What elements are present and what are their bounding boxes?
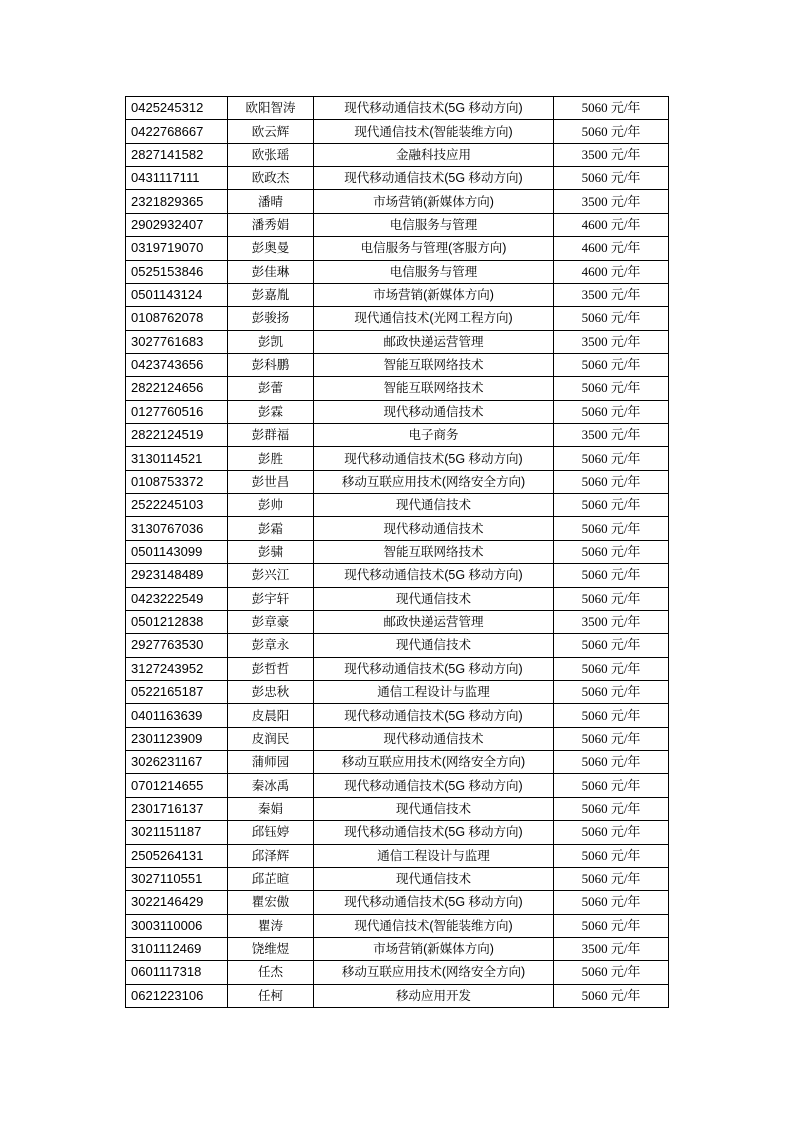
major-cell: 现代通信技术 xyxy=(314,867,554,890)
table-row xyxy=(126,984,669,1007)
student-id-cell: 3130767036 xyxy=(126,517,228,540)
table-row xyxy=(126,400,669,423)
major-cell: 现代移动通信技术(5G 移动方向) xyxy=(314,891,554,914)
table-row xyxy=(126,587,669,610)
student-name-cell: 彭骏扬 xyxy=(228,307,314,330)
student-name-cell: 彭帅 xyxy=(228,494,314,517)
student-id-cell: 3022146429 xyxy=(126,891,228,914)
student-name-cell: 彭兴江 xyxy=(228,564,314,587)
student-name-cell: 蒲师园 xyxy=(228,751,314,774)
student-name-cell: 皮润民 xyxy=(228,727,314,750)
tuition-cell: 3500 元/年 xyxy=(554,424,669,447)
table-row xyxy=(126,704,669,727)
table-row xyxy=(126,143,669,166)
table-row xyxy=(126,424,669,447)
student-id-cell: 0601117318 xyxy=(126,961,228,984)
tuition-cell: 5060 元/年 xyxy=(554,97,669,120)
tuition-cell: 4600 元/年 xyxy=(554,237,669,260)
table-row xyxy=(126,447,669,470)
student-id-cell: 3027761683 xyxy=(126,330,228,353)
student-name-cell: 彭佳琳 xyxy=(228,260,314,283)
student-id-cell: 2505264131 xyxy=(126,844,228,867)
student-id-cell: 0701214655 xyxy=(126,774,228,797)
student-name-cell: 潘秀娟 xyxy=(228,213,314,236)
tuition-cell: 5060 元/年 xyxy=(554,774,669,797)
tuition-cell: 3500 元/年 xyxy=(554,937,669,960)
student-id-cell: 0425245312 xyxy=(126,97,228,120)
major-cell: 现代移动通信技术(5G 移动方向) xyxy=(314,167,554,190)
major-cell: 现代通信技术 xyxy=(314,494,554,517)
table-row xyxy=(126,844,669,867)
tuition-cell: 5060 元/年 xyxy=(554,167,669,190)
tuition-cell: 5060 元/年 xyxy=(554,120,669,143)
tuition-cell: 3500 元/年 xyxy=(554,330,669,353)
student-name-cell: 彭宇轩 xyxy=(228,587,314,610)
student-id-cell: 0127760516 xyxy=(126,400,228,423)
tuition-cell: 3500 元/年 xyxy=(554,610,669,633)
major-cell: 现代移动通信技术(5G 移动方向) xyxy=(314,657,554,680)
student-name-cell: 瞿宏傲 xyxy=(228,891,314,914)
student-name-cell: 饶维煜 xyxy=(228,937,314,960)
table-row xyxy=(126,867,669,890)
table-row xyxy=(126,727,669,750)
major-cell: 现代移动通信技术(5G 移动方向) xyxy=(314,774,554,797)
tuition-cell: 5060 元/年 xyxy=(554,400,669,423)
major-cell: 市场营销(新媒体方向) xyxy=(314,190,554,213)
tuition-cell: 5060 元/年 xyxy=(554,447,669,470)
major-cell: 现代通信技术 xyxy=(314,587,554,610)
student-name-cell: 欧政杰 xyxy=(228,167,314,190)
student-name-cell: 邱钰婷 xyxy=(228,821,314,844)
table-row xyxy=(126,564,669,587)
table-row xyxy=(126,330,669,353)
student-id-cell: 2923148489 xyxy=(126,564,228,587)
student-id-cell: 2301716137 xyxy=(126,797,228,820)
major-cell: 现代移动通信技术(5G 移动方向) xyxy=(314,97,554,120)
tuition-cell: 5060 元/年 xyxy=(554,914,669,937)
tuition-cell: 5060 元/年 xyxy=(554,891,669,914)
table-row xyxy=(126,821,669,844)
tuition-cell: 5060 元/年 xyxy=(554,821,669,844)
table-row xyxy=(126,377,669,400)
major-cell: 移动互联应用技术(网络安全方向) xyxy=(314,751,554,774)
student-name-cell: 彭骕 xyxy=(228,540,314,563)
major-cell: 现代移动通信技术 xyxy=(314,400,554,423)
student-id-cell: 3026231167 xyxy=(126,751,228,774)
table-row xyxy=(126,657,669,680)
major-cell: 现代移动通信技术(5G 移动方向) xyxy=(314,704,554,727)
tuition-cell: 5060 元/年 xyxy=(554,564,669,587)
tuition-cell: 3500 元/年 xyxy=(554,143,669,166)
student-id-cell: 0319719070 xyxy=(126,237,228,260)
student-id-cell: 2822124519 xyxy=(126,424,228,447)
student-id-cell: 0501212838 xyxy=(126,610,228,633)
student-name-cell: 邱芷暄 xyxy=(228,867,314,890)
major-cell: 现代移动通信技术 xyxy=(314,517,554,540)
major-cell: 智能互联网络技术 xyxy=(314,377,554,400)
tuition-cell: 3500 元/年 xyxy=(554,190,669,213)
table-row xyxy=(126,680,669,703)
major-cell: 移动应用开发 xyxy=(314,984,554,1007)
tuition-cell: 5060 元/年 xyxy=(554,961,669,984)
major-cell: 移动互联应用技术(网络安全方向) xyxy=(314,470,554,493)
student-id-cell: 3003110006 xyxy=(126,914,228,937)
student-id-cell: 2822124656 xyxy=(126,377,228,400)
student-id-cell: 2321829365 xyxy=(126,190,228,213)
tuition-cell: 5060 元/年 xyxy=(554,540,669,563)
major-cell: 邮政快递运营管理 xyxy=(314,610,554,633)
tuition-cell: 5060 元/年 xyxy=(554,727,669,750)
table-row xyxy=(126,97,669,120)
student-name-cell: 皮晨阳 xyxy=(228,704,314,727)
student-name-cell: 欧阳智涛 xyxy=(228,97,314,120)
table-row xyxy=(126,494,669,517)
table-row xyxy=(126,470,669,493)
major-cell: 智能互联网络技术 xyxy=(314,540,554,563)
student-id-cell: 0422768667 xyxy=(126,120,228,143)
tuition-cell: 4600 元/年 xyxy=(554,213,669,236)
table-row xyxy=(126,307,669,330)
student-name-cell: 彭世昌 xyxy=(228,470,314,493)
tuition-cell: 5060 元/年 xyxy=(554,377,669,400)
student-id-cell: 0108753372 xyxy=(126,470,228,493)
table-row xyxy=(126,353,669,376)
student-name-cell: 彭哲哲 xyxy=(228,657,314,680)
tuition-cell: 5060 元/年 xyxy=(554,657,669,680)
student-name-cell: 欧张瑶 xyxy=(228,143,314,166)
student-id-cell: 3021151187 xyxy=(126,821,228,844)
student-name-cell: 彭奥曼 xyxy=(228,237,314,260)
tuition-cell: 5060 元/年 xyxy=(554,587,669,610)
tuition-cell: 5060 元/年 xyxy=(554,704,669,727)
student-id-cell: 2301123909 xyxy=(126,727,228,750)
table-row xyxy=(126,517,669,540)
table-row xyxy=(126,634,669,657)
table-row xyxy=(126,610,669,633)
student-name-cell: 彭群福 xyxy=(228,424,314,447)
tuition-cell: 5060 元/年 xyxy=(554,517,669,540)
student-id-cell: 3127243952 xyxy=(126,657,228,680)
student-id-cell: 2902932407 xyxy=(126,213,228,236)
student-id-cell: 2522245103 xyxy=(126,494,228,517)
student-id-cell: 0108762078 xyxy=(126,307,228,330)
major-cell: 现代移动通信技术(5G 移动方向) xyxy=(314,821,554,844)
student-id-cell: 2827141582 xyxy=(126,143,228,166)
major-cell: 电子商务 xyxy=(314,424,554,447)
table-row xyxy=(126,914,669,937)
student-name-cell: 彭胜 xyxy=(228,447,314,470)
table-row xyxy=(126,260,669,283)
student-name-cell: 彭嘉胤 xyxy=(228,283,314,306)
student-name-cell: 邱泽辉 xyxy=(228,844,314,867)
major-cell: 电信服务与管理 xyxy=(314,260,554,283)
tuition-cell: 5060 元/年 xyxy=(554,680,669,703)
table-row xyxy=(126,190,669,213)
tuition-cell: 5060 元/年 xyxy=(554,751,669,774)
student-id-cell: 0501143099 xyxy=(126,540,228,563)
major-cell: 现代移动通信技术 xyxy=(314,727,554,750)
student-name-cell: 潘晴 xyxy=(228,190,314,213)
major-cell: 现代通信技术 xyxy=(314,797,554,820)
tuition-cell: 5060 元/年 xyxy=(554,634,669,657)
student-id-cell: 0431117111 xyxy=(126,167,228,190)
student-id-cell: 3130114521 xyxy=(126,447,228,470)
major-cell: 现代通信技术 xyxy=(314,634,554,657)
student-id-cell: 0522165187 xyxy=(126,680,228,703)
table-row xyxy=(126,961,669,984)
student-name-cell: 彭科鹏 xyxy=(228,353,314,376)
table-row xyxy=(126,283,669,306)
table-row xyxy=(126,751,669,774)
major-cell: 邮政快递运营管理 xyxy=(314,330,554,353)
table-row xyxy=(126,891,669,914)
student-id-cell: 0423222549 xyxy=(126,587,228,610)
major-cell: 现代移动通信技术(5G 移动方向) xyxy=(314,564,554,587)
tuition-cell: 3500 元/年 xyxy=(554,283,669,306)
student-id-cell: 0525153846 xyxy=(126,260,228,283)
table-row xyxy=(126,797,669,820)
student-id-cell: 3027110551 xyxy=(126,867,228,890)
student-id-cell: 0501143124 xyxy=(126,283,228,306)
student-name-cell: 彭章永 xyxy=(228,634,314,657)
student-name-cell: 彭章豪 xyxy=(228,610,314,633)
student-name-cell: 任柯 xyxy=(228,984,314,1007)
table-row xyxy=(126,120,669,143)
student-id-cell: 3101112469 xyxy=(126,937,228,960)
table-row xyxy=(126,213,669,236)
tuition-cell: 5060 元/年 xyxy=(554,353,669,376)
tuition-cell: 5060 元/年 xyxy=(554,470,669,493)
student-id-cell: 0401163639 xyxy=(126,704,228,727)
tuition-cell: 5060 元/年 xyxy=(554,797,669,820)
major-cell: 市场营销(新媒体方向) xyxy=(314,283,554,306)
student-name-cell: 彭蕾 xyxy=(228,377,314,400)
student-name-cell: 任杰 xyxy=(228,961,314,984)
table-row xyxy=(126,167,669,190)
student-name-cell: 秦冰禹 xyxy=(228,774,314,797)
table-row xyxy=(126,937,669,960)
student-id-cell: 0621223106 xyxy=(126,984,228,1007)
major-cell: 通信工程设计与监理 xyxy=(314,680,554,703)
tuition-cell: 5060 元/年 xyxy=(554,494,669,517)
major-cell: 现代通信技术(智能装维方向) xyxy=(314,120,554,143)
tuition-cell: 4600 元/年 xyxy=(554,260,669,283)
student-name-cell: 瞿涛 xyxy=(228,914,314,937)
major-cell: 电信服务与管理(客服方向) xyxy=(314,237,554,260)
student-name-cell: 彭凯 xyxy=(228,330,314,353)
tuition-cell: 5060 元/年 xyxy=(554,844,669,867)
student-name-cell: 欧云辉 xyxy=(228,120,314,143)
major-cell: 现代通信技术(光网工程方向) xyxy=(314,307,554,330)
major-cell: 现代移动通信技术(5G 移动方向) xyxy=(314,447,554,470)
student-name-cell: 秦娟 xyxy=(228,797,314,820)
table-row xyxy=(126,774,669,797)
tuition-cell: 5060 元/年 xyxy=(554,307,669,330)
tuition-cell: 5060 元/年 xyxy=(554,867,669,890)
major-cell: 通信工程设计与监理 xyxy=(314,844,554,867)
student-name-cell: 彭忠秋 xyxy=(228,680,314,703)
student-name-cell: 彭霖 xyxy=(228,400,314,423)
student-name-cell: 彭霜 xyxy=(228,517,314,540)
major-cell: 金融科技应用 xyxy=(314,143,554,166)
table-row xyxy=(126,237,669,260)
major-cell: 现代通信技术(智能装维方向) xyxy=(314,914,554,937)
table-row xyxy=(126,540,669,563)
major-cell: 移动互联应用技术(网络安全方向) xyxy=(314,961,554,984)
student-fee-table xyxy=(125,96,669,1008)
student-id-cell: 0423743656 xyxy=(126,353,228,376)
major-cell: 电信服务与管理 xyxy=(314,213,554,236)
tuition-cell: 5060 元/年 xyxy=(554,984,669,1007)
major-cell: 市场营销(新媒体方向) xyxy=(314,937,554,960)
student-id-cell: 2927763530 xyxy=(126,634,228,657)
major-cell: 智能互联网络技术 xyxy=(314,353,554,376)
